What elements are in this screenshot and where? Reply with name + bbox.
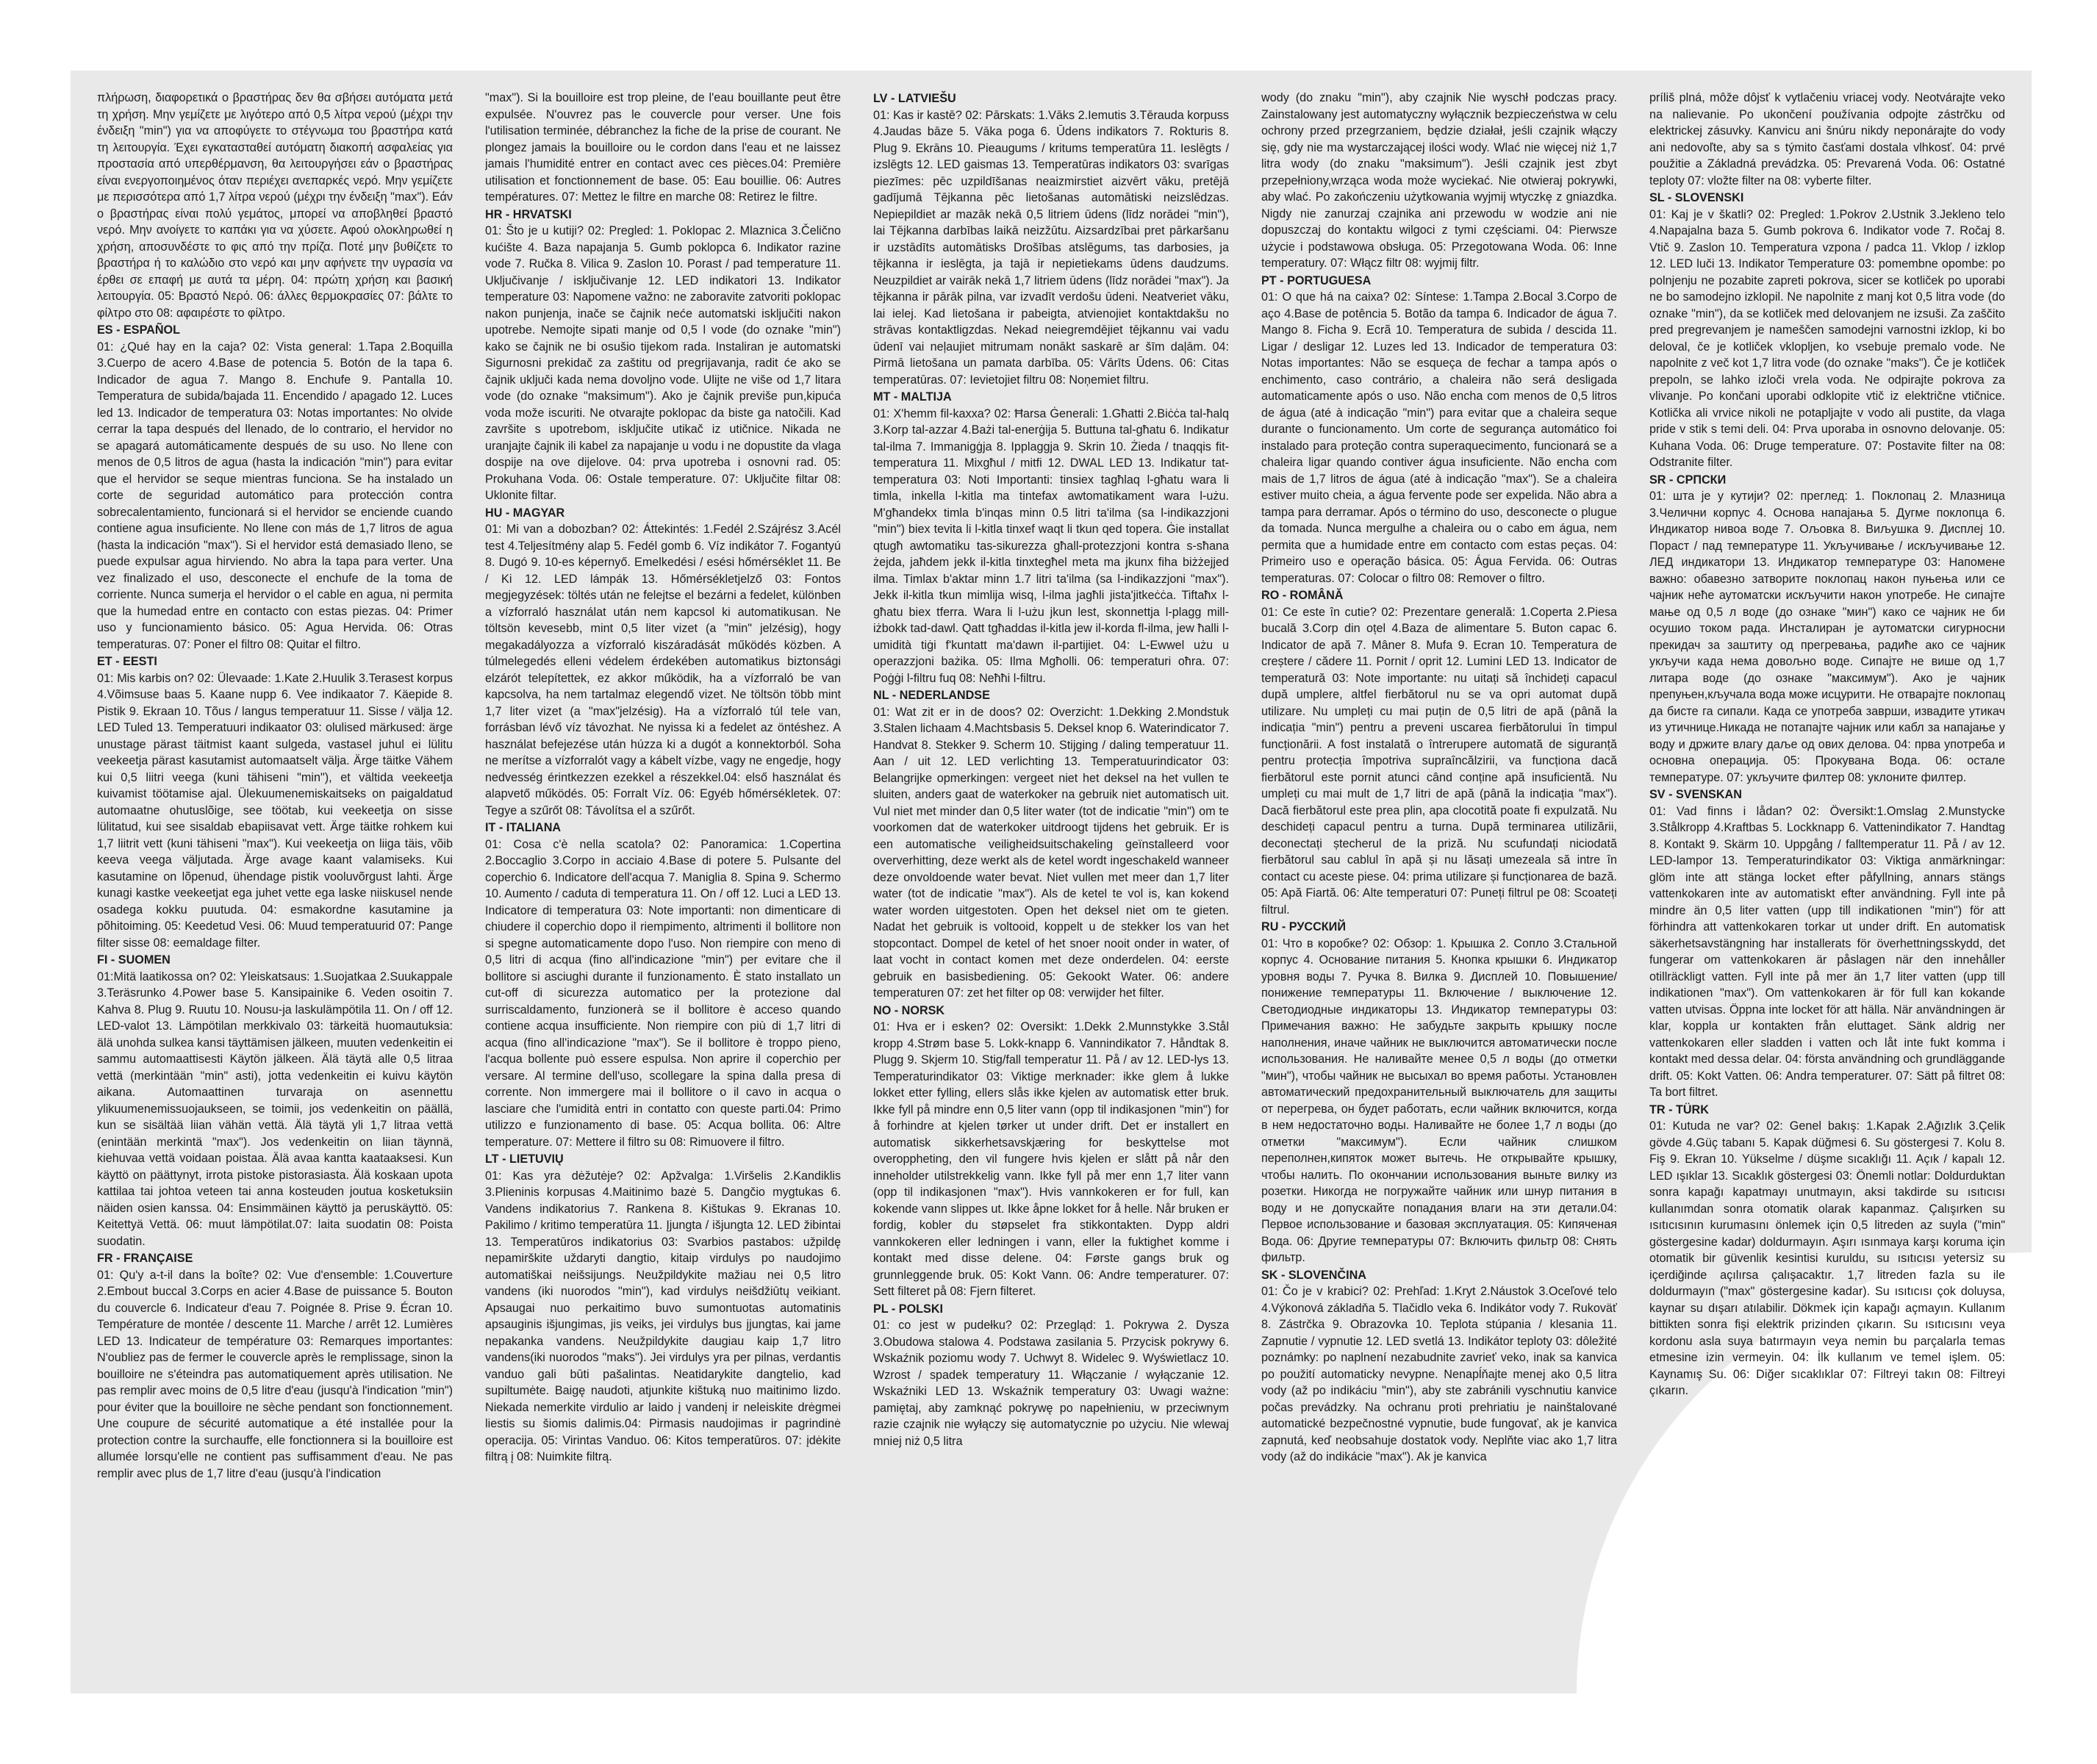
instruction-paragraph: 01: co jest w pudełku? 02: Przegląd: 1. Pokrywa 2. Dysza 3.Obudowa stalowa 4. Podstawa zasilania 5. Przycisk pokrywy 6. Wskaźnik poziomu wody 7. Uchwyt 8. Widelec 9. Wyświetlacz 10. Wzrost / spadek temperatury 11. Włączanie / wyłączanie 12. Wskaźniki LED 13. Wskaźnik temperatury 03: Uwagi ważne: pamiętaj, aby zamknąć pokrywę po napełnieniu, w przeciwnym razie czajnik nie wyłączy się automatycznie po użyciu. Nie wlewaj mniej niż 0,5 litra: [873, 1319, 1229, 1448]
language-heading: FR - FRANÇAISE: [97, 1252, 193, 1265]
text-column-5: [1649, 90, 2005, 1670]
instruction-paragraph: 01: Wat zit er in de doos? 02: Overzicht: 1.Dekking 2.Mondstuk 3.Stalen lichaam 4.Machtsbasis 5. Deksel knop 6. Waterindicator 7. Handvat 8. Stekker 9. Scherm 10. Stijging / daling temperatuur 11. Aan / uit 12. LED verlichting 13. Temperatuurindicator 03: Belangrijke opmerkingen: vergeet niet het deksel na het vullen te sluiten, anders gaat de waterkoker na gebruik niet automatisch uit. Vul niet met minder dan 0,5 liter water (tot de indicatie "min") om te voorkomen dat de waterkoker uitdroogt tijdens het gebruik. Er is een automatische veiligheidsuitschakeling geïnstalleerd voor oververhitting, deze werkt als de ketel wordt ingeschakeld wanneer deze onvoldoende water bevat. Niet vullen met meer dan 1,7 liter water (tot de indicatie "max"). Als de ketel te vol is, kan kokend water worden uitgestoten. Open het deksel niet om te gieten. Nadat het gebruik is voltooid, koppelt u de stekker los van het stopcontact. Dompel de ketel of het snoer nooit onder in water, of laat vocht in contact komen met deze onderdelen. 04: eerste gebruik en basisbediening. 05: Gekookt Water. 06: andere temperaturen 07: zet het filter op 08: verwijder het filter.: [873, 705, 1229, 1000]
language-heading: IT - ITALIANA: [485, 821, 562, 834]
instruction-paragraph: 01: Что в коробке? 02: Обзор: 1. Крышка 2. Сопло 3.Стальной корпус 4. Основание питания 5. Кнопка крышки 6. Индикатор уровня воды 7. Ручка 8. Вилка 9. Дисплей 10. Повышение/понижение температуры 11. Включение / выключение 12. Светодиодные индикаторы 13. Индикатор температуры 03: Примечания важно: Не забудьте закрыть крышку после наполнения, иначе чайник не выключится автоматически после использования. Не наливайте менее 0,5 л воды (до отметки "мин"), чтобы чайник не высыхал во время работы. Установлен автоматический предохранительный выключатель для защиты от перегрева, он будет работать, если чайник включится, когда в нем недостаточно воды. Наливайте не более 1,7 л воды (до отметки "максимум"). Если чайник слишком переполнен,кипяток может вытечь. Не открывайте крышку, чтобы налить. По окончании использования выньте вилку из розетки. Никогда не погружайте чайник или шнур питания в воду и не допускайте попадания влаги на эти детали.04: Первое использование и базовая эксплуатация. 05: Кипяченая Вода. 06: Другие температуры 07: Включить фильтр 08: Снять фильтр.: [1261, 936, 1617, 1264]
language-heading: LT - LIETUVIŲ: [485, 1152, 564, 1166]
text-column-1: [97, 90, 453, 1670]
manual-text-columns: [97, 90, 2008, 1670]
text-column-4: [1261, 90, 1617, 1670]
instruction-paragraph: 01: Ce este în cutie? 02: Prezentare generală: 1.Coperta 2.Piesa bucală 3.Corp din oțel 4.Baza de alimentare 5. Buton capac 6. Indicator de apă 7. Mâner 8. Mufa 9. Ecran 10. Temperatura de creștere / cădere 11. Pornit / oprit 12. Lumini LED 13. Indicator de temperatură 03: Note importante: nu uitați să închideți capacul după umplere, altfel fierbătorul nu se va opri automat după utilizare. Nu umpleți cu mai puțin de 0,5 litri de apă (până la indicația "min") pentru a preveni uscarea fierbătorului în timpul funcționării. A fost instalată o întrerupere automată de siguranță pentru protecția împotriva supraîncălzirii, va funcționa dacă fierbătorul este pornit atunci când conține apă insuficientă. Nu umpleți cu mai mult de 1,7 litri de apă (până la indicația "max"). Dacă fierbătorul este prea plin, apa clocotită poate fi expulzată. Nu deschideți capacul pentru a turna. După terminarea utilizării, deconectați ștecherul de la priză. Nu scufundați niciodată fierbătorul sau cablul în apă și nu lăsați umezeala să intre în contact cu aceste piese. 04: prima utilizare și funcționarea de bază. 05: Apă Fiartă. 06: Alte temperaturi 07: Puneți filtrul pe 08: Scoateți filtrul.: [1261, 605, 1617, 917]
language-heading: ET - EESTI: [97, 655, 157, 668]
text-column-2: [485, 90, 841, 1670]
instruction-paragraph: πλήρωση, διαφορετικά ο βραστήρας δεν θα σβήσει αυτόματα μετά τη χρήση. Μην γεμίζετε με λιγότερο από 0,5 λίτρα νερού (μέχρι την ένδειξη "min") για να αποφύγετε το στέγνωμα του βραστήρα κατά τη λειτουργία. Έχει εγκατασταθεί αυτόματη διακοπή ασφαλείας για προστασία από υπερθέρμανση, θα λειτουργήσει εάν ο βραστήρας είναι ενεργοποιημένος όταν περιέχει ανεπαρκές νερό. Μην γεμίζετε με περισσότερα από 1,7 λίτρα νερού (μέχρι την ένδειξη "max"). Εάν ο βραστήρας είναι πολύ γεμάτος, μπορεί να αποβληθεί βραστό νερό. Μην ανοίγετε το καπάκι για να χύσετε. Αφού ολοκληρωθεί η χρήση, αποσυνδέστε το φις από την πρίζα. Ποτέ μην βυθίζετε το βραστήρα ή το καλώδιο στο νερό και μην αφήνετε την υγρασία να έρθει σε επαφή με αυτά τα μέρη. 04: πρώτη χρήση και βασική λειτουργία. 05: Βραστό Νερό. 06: άλλες θερμοκρασίες 07: βάλτε το φίλτρο στο 08: αφαιρέστε το φίλτρο.: [97, 91, 453, 320]
language-heading: HR - HRVATSKI: [485, 207, 572, 221]
instruction-paragraph: 01: шта је у кутији? 02: преглед: 1. Поклопац 2. Млазница 3.Челични корпус 4. Основа напајања 5. Дугме поклопца 6. Индикатор нивоа воде 7. Ољовка 8. Виљушка 9. Дисплеј 10. Пораст / пад температуре 11. Укључивање / искључивање 12. ЛЕД индикатори 13. Индикатор температуре 03: Напомене важно: обавезно затворите поклопац након пуњења или се чајник неће аутоматски искључити након употребе. Не сипајте мање од 0,5 л воде (до ознаке "мин") како се чајник не би осушио током рада. Инсталиран је аутоматски сигурносни прекидач за заштиту од прегревања, радиће ако се чајник укључи када нема довољно воде. Сипајте не више од 1,7 литара воде (до ознаке "максимум"). Ако је чајник препуњен,кључала вода може исцурити. Не отварајте поклопац да бисте га сипали. Када се употреба заврши, извадите утикач из утичнице.Никада не потапајте чајник или кабл за напајање у воду и држите влагу даље од ових делова. 04: прва употреба и основна операција. 05: Прокувана Вода. 06: остале температуре. 07: укључите филтер 08: уклоните филтер.: [1649, 490, 2005, 784]
instruction-paragraph: 01: Mi van a dobozban? 02: Áttekintés: 1.Fedél 2.Szájrész 3.Acél test 4.Teljesítmény alap 5. Fedél gomb 6. Víz indikátor 7. Fogantyú 8. Dugó 9. 10-es képernyő. Emelkedési / esési hőmérséklet 11. Be / Ki 12. LED lámpák 13. Hőmérsékletjelző 03: Fontos megjegyzések: töltés után ne felejtse el bezárni a fedelet, különben a vízforraló használat után nem kapcsol ki automatikusan. Ne töltsön kevesebb, mint 0,5 liter vizet (a "min" jelzésig), hogy megakadályozza a vízforraló kiszáradását működés közben. A túlmelegedés elleni védelem érdekében automatikus biztonsági elzárót telepítettek, ez akkor működik, ha a vízforraló be van kapcsolva, ha nem tartalmaz elegendő vizet. Ne töltsön több mint 1,7 liter vizet (a "max"jelzésig). Ha a vízforraló túl tele van, forrásban lévő víz távozhat. Ne nyissa ki a fedelet az öntéshez. A használat befejezése után húzza ki a dugót a konnektorból. Soha ne merítse a vízforralót vagy a kábelt vízbe, vagy ne engedje, hogy nedvesség érintkezzen ezekkel a részekkel.04: első használat és alapvető működés. 05: Forralt Víz. 06: Egyéb hőmérsékletek. 07: Tegye a szűrőt 08: Távolítsa el a szűrőt.: [485, 523, 841, 817]
language-heading: LV - LATVIEŠU: [873, 92, 956, 105]
instruction-paragraph: 01: Kutuda ne var? 02: Genel bakış: 1.Kapak 2.Ağızlık 3.Çelik gövde 4.Güç tabanı 5. Kapak düğmesi 6. Su göstergesi 7. Kolu 8. Fiş 9. Ekran 10. Yükselme / düşme sıcaklığı 11. Açık / kapalı 12. LED ışıklar 13. Sıcaklık göstergesi 03: Önemli notlar: Doldurduktan sonra kapağı kapatmayı unutmayın, aksi takdirde su ısıtıcısı kullanımdan sonra otomatik olarak kapanmaz. Çalışırken su ısıtıcısının kurumasını önlemek için 0,5 litreden az suyla ("min" göstergesine kadar) doldurmayın. Aşırı ısınmaya karşı koruma için otomatik bir güvenlik kesintisi kuruldu, su ısıtıcısı yetersiz su içerdiğinde açılırsa çalışacaktır. 1,7 litreden fazla su ile doldurmayın ("max" göstergesine kadar). Su ısıtıcısı çok doluysa, kaynar su dışarı atılabilir. Dökmek için kapağı açmayın. Kullanım bittikten sonra fişi elektrik prizinden çıkarın. Su ısıtıcısını veya kordonu asla suya batırmayın veya nemin bu parçalarla temas etmesine izin vermeyin. 04: İlk kullanım ve temel işlem. 05: Kaynamış Su. 06: Diğer sıcaklıklar 07: Filtreyi takın 08: Filtreyi çıkarın.: [1649, 1119, 2005, 1397]
language-heading: ES - ESPAÑOL: [97, 323, 181, 337]
instruction-paragraph: "max"). Si la bouilloire est trop pleine, de l'eau bouillante peut être expulsée. N'ouvrez pas le couvercle pour verser. Une fois l'utilisation terminée, débranchez la fiche de la prise de courant. Ne plongez jamais la bouilloire ou le cordon dans l'eau et ne laissez jamais l'humidité entrer en contact avec ces pièces.04: Première utilisation et fonctionnement de base. 05: Eau bouillie. 06: Autres températures. 07: Mettez le filtre en marche 08: Retirez le filtre.: [485, 91, 841, 204]
language-heading: SK - SLOVENČINA: [1261, 1268, 1367, 1282]
instruction-paragraph: 01: O que há na caixa? 02: Síntese: 1.Tampa 2.Bocal 3.Corpo de aço 4.Base de potência 5. Botão da tampa 6. Indicador de água 7. Mango 8. Ficha 9. Ecrã 10. Temperatura de subida / descida 11. Ligar / desligar 12. Luzes led 13. Indicador de temperatura 03: Notas importantes: Não se esqueça de fechar a tampa após o enchimento, caso contrário, a chaleira não será desligada automaticamente após o uso. Não encha com menos de 0,5 litros de água (até à indicação "min") para evitar que a chaleira seque durante o funcionamento. Um corte de segurança automático foi instalado para proteção contra superaquecimento, funcionará se a chaleira ligar quando contiver água insuficiente. Não encha com mais de 1,7 litros de água (até à indicação "max"). Se a chaleira estiver muito cheia, a água fervente pode ser expelida. Não abra a tampa para derramar. Após o término do uso, desconecte o plugue da tomada. Nunca mergulhe a chaleira ou o cabo em água, nem permita que a humidade entre em contacto com estas peças. 04: Primeiro uso e operação básica. 05: Água Fervida. 06: Outras temperaturas. 07: Colocar o filtro 08: Remover o filtro.: [1261, 290, 1617, 585]
language-heading: SV - SVENSKAN: [1649, 788, 1742, 801]
instruction-paragraph: 01: Cosa c'è nella scatola? 02: Panoramica: 1.Copertina 2.Boccaglio 3.Corpo in acciaio 4.Base di potere 5. Pulsante del coperchio 6. Indicatore dell'acqua 7. Maniglia 8. Spina 9. Schermo 10. Aumento / caduta di temperatura 11. On / off 12. Luci a LED 13. Indicatore di temperatura 03: Note importanti: non dimenticare di chiudere il coperchio dopo il riempimento, altrimenti il bollitore non si spegne automaticamente dopo l'uso. Non riempire con meno di 0,5 litri di acqua (fino all'indicazione "min") per evitare che il bollitore si asciughi durante il funzionamento. È stato installato un cut-off di sicurezza automatico per la protezione dal surriscaldamento, funzionerà se il bollitore è acceso quando contiene acqua insufficiente. Non riempire con più di 1,7 litri di acqua (fino all'indicazione "max"). Se il bollitore è troppo pieno, l'acqua bollente può essere espulsa. Non aprire il coperchio per versare. Al termine dell'uso, scollegare la spina dalla presa di corrente. Non immergere mai il bollitore o il cavo in acqua o lasciare che l'umidità entri in contatto con queste parti.04: Primo utilizzo e funzionamento di base. 05: Acqua bollita. 06: Altre temperature. 07: Mettere il filtro su 08: Rimuovere il filtro.: [485, 837, 841, 1149]
instruction-paragraph: 01: ¿Qué hay en la caja? 02: Vista general: 1.Tapa 2.Boquilla 3.Cuerpo de acero 4.Base de potencia 5. Botón de la tapa 6. Indicador de agua 7. Mango 8. Enchufe 9. Pantalla 10. Temperatura de subida/bajada 11. Encendido / apagado 12. Luces led 13. Indicador de temperatura 03: Notas importantes: No olvide cerrar la tapa después del llenado, de lo contrario, el hervidor no se apagará automáticamente después de su uso. No llene con menos de 0,5 litros de agua (hasta la indicación "min") para evitar que el hervidor se seque mientras funciona. Se ha instalado un corte de seguridad automático para protección contra sobrecalentamiento, funcionará si el hervidor se enciende cuando contiene agua insuficiente. No llene con más de 1,7 litros de agua (hasta la indicación "max"). Si el hervidor está demasiado lleno, se puede expulsar agua hirviendo. No abra la tapa para verter. Una vez finalizado el uso, desconecte el enchufe de la toma de corriente. Nunca sumerja el hervidor o el cable en agua, ni permita que la humedad entre en contacto con estas piezas. 04: Primer uso y funcionamiento básico. 05: Agua Hervida. 06: Otras temperaturas. 07: Poner el filtro 08: Quitar el filtro.: [97, 340, 453, 651]
language-heading: SL - SLOVENSKI: [1649, 191, 1744, 204]
instruction-paragraph: 01: X'hemm fil-kaxxa? 02: Ħarsa Ġenerali: 1.Għatti 2.Biċċa tal-ħalq 3.Korp tal-azzar 4.Bażi tal-enerġija 5. Buttuna tal-għatu 6. Indikatur tal-ilma 7. Immanigġja 8. Ipplaggja 9. Skrin 10. Żieda / tnaqqis fit-temperatura 11. Mixgħul / mitfi 12. DWAL LED 13. Indikatur tat-temperatura 03: Noti Importanti: tinsiex tagħlaq l-għatu wara li timla, inkella l-kitla ma tintefax awtomatikament wara l-użu. M'għandekx timla b'inqas minn 0.5 litri ta'ilma (sa l-indikazzjoni "min") biex tevita li l-kitla tinxef waqt li tkun qed topera. Ġie installat qtugħ awtomatiku tas-sikurezza għall-protezzjoni kontra s-sħana żejda, jaħdem jekk il-kitla tinxtegħel meta ma jkunx fiha biżżejjed ilma. Timlax b'aktar minn 1.7 litri ta'ilma (sa l-indikazzjoni "max"). Jekk il-kitla tkun mimlija wisq, l-ilma jagħli jista'jitkeċċa. Tiftaħx l-għatu biex tferra. Wara li l-użu jkun lest, skonnettja l-plagg mill-iżbokk tad-dawl. Qatt tgħaddas il-kitla jew il-korda fl-ilma, jew ħalli l-umidità tiġi f'kuntatt ma'dawn il-partijiet. 04: L-Ewwel użu u operazzjoni bażika. 05: Ilma Mgħolli. 06: temperaturi oħra. 07: Poġġi l-filtru fuq 08: Neħħi l-filtru.: [873, 406, 1229, 685]
language-heading: FI - SUOMEN: [97, 953, 171, 967]
language-heading: RO - ROMÂNĂ: [1261, 589, 1344, 602]
instruction-paragraph: 01: Što je u kutiji? 02: Pregled: 1. Poklopac 2. Mlaznica 3.Čelično kućište 4. Baza napajanja 5. Gumb poklopca 6. Indikator razine vode 7. Ručka 8. Vilica 9. Zaslon 10. Porast / pad temperature 11. Uključivanje / isključivanje 12. LED indikatori 13. Indikator temperature 03: Napomene važno: ne zaboravite zatvoriti poklopac nakon punjenja, inače se čajnik neće automatski isključiti nakon upotrebe. Nemojte sipati manje od 0,5 l vode (do oznake "min") kako se čajnik ne bi osušio tijekom rada. Instaliran je automatski Sigurnosni prekidač za zaštitu od pregrijavanja, radit će ako se čajnik uključi kada nema dovoljno vode. Ulijte ne više od 1,7 litara vode (do oznake "maksimum"). Ako je čajnik previše pun,kipuća voda može iscuriti. Ne otvarajte poklopac da biste ga natočili. Kad završite s upotrebom, isključite utikač iz utičnice. Nikada ne uranjajte čajnik ili kabel za napajanje u vodu i ne dopustite da vlaga dospije na ove dijelove. 04: prva upotreba i osnovni rad. 05: Prokuhana Voda. 06: Ostale temperature. 07: Uključite filtar 08: Uklonite filtar.: [485, 224, 841, 502]
instruction-paragraph: 01: Čo je v krabici? 02: Prehľad: 1.Kryt 2.Náustok 3.Oceľové telo 4.Výkonová základňa 5. Tlačidlo veka 6. Indikátor vody 7. Rukoväť 8. Zástrčka 9. Obrazovka 10. Teplota stúpania / klesania 11. Zapnutie / vypnutie 12. LED svetlá 13. Indikátor teploty 03: dôležité poznámky: po naplnení nezabudnite zavrieť veko, inak sa kanvica po použití automaticky nevypne. Nenapĺňajte menej ako 0,5 litra vody (až po indikáciu "min"), aby ste zabránili vyschnutiu kanvice počas prevádzky. Na ochranu proti prehriatiu je nainštalované automatické bezpečnostné vypnutie, bude fungovať, ak je kanvica zapnutá, keď neobsahuje dostatok vody. Neplňte viac ako 1,7 litra vody (až do indikácie "max"). Ak je kanvica: [1261, 1285, 1617, 1463]
language-heading: TR - TÜRK: [1649, 1102, 1709, 1116]
language-heading: SR - СРПСКИ: [1649, 473, 1727, 487]
instruction-paragraph: 01: Vad finns i lådan? 02: Översikt:1.Omslag 2.Munstycke 3.Stålkropp 4.Kraftbas 5. Lockknapp 6. Vattenindikator 7. Handtag 8. Kontakt 9. Skärm 10. Uppgång / falltemperatur 11. På / av 12. LED-lampor 13. Temperaturindikator 03: Viktiga anmärkningar: glöm inte att stänga locket efter påfyllning, annars stängs vattenkokaren inte av automatiskt efter användning. Fyll inte på mindre än 0,5 liter vatten (upp till indikationen "min") för att förhindra att vattenkokaren torkar ut under drift. En automatisk säkerhetsavstängning har installerats för överhettningsskydd, det fungerar om vattenkokaren är påslagen när den innehåller otillräckligt vatten. Fyll inte på mer än 1,7 liter vatten (upp till indikationen "max"). Om vattenkokaren är för full kan kokande vatten utvisas. Öppna inte locket för att hälla. När användningen är klar, koppla ur kontakten från eluttaget. Sänk aldrig ner vattenkokaren eller sladden i vatten och låt inte fukt komma i kontakt med dessa delar. 04: första användning och grundläggande drift. 05: Kokt Vatten. 06: Andra temperaturer. 07: Sätt på filtret 08: Ta bort filtret.: [1649, 804, 2005, 1099]
language-heading: PL - POLSKI: [873, 1302, 944, 1316]
language-heading: MT - MALTIJA: [873, 390, 952, 404]
instruction-paragraph: 01: Kas yra dėžutėje? 02: Apžvalga: 1.Viršelis 2.Kandiklis 3.Plieninis korpusas 4.Maitinimo bazė 5. Dangčio mygtukas 6. Vandens indikatorius 7. Rankena 8. Kištukas 9. Ekranas 10. Pakilimo / kritimo temperatūra 11. Įjungta / išjungta 12. LED žibintai 13. Temperatūros indikatorius 03: Svarbios pastabos: užpildę nepamirškite uždaryti dangtio, kitaip virdulys po naudojimo automatiškai neišsijungs. Neužpildykite mažiau nei 0,5 litro vandens (iki nuorodos "min"), kad virdulys neišdžiūtų veikiant. Apsaugai nuo perkaitimo buvo sumontuotas automatinis apsauginis išjungimas, jis veiks, jei virdulys bus įjungtas, kai jame nepakanka vandens. Neužpildykite daugiau kaip 1,7 litro vandens(iki nuorodos "maks"). Jei virdulys yra per pilnas, verdantis vanduo gali būti pašalintas. Neatidarykite dangtelio, kad supiltumėte. Baigę naudoti, atjunkite kištuką nuo maitinimo lizdo. Niekada nemerkite virdulio ar laido į vandenį ir neleiskite drėgmei liestis su šiomis dalimis.04: Pirmasis naudojimas ir pagrindinė operacija. 05: Virintas Vanduo. 06: Kitos temperatūros. 07: įdėkite filtrą į 08: Nuimkite filtrą.: [485, 1169, 841, 1463]
instruction-paragraph: 01: Kaj je v škatli? 02: Pregled: 1.Pokrov 2.Ustnik 3.Jekleno telo 4.Napajalna baza 5. Gumb pokrova 6. Indikator vode 7. Ročaj 8. Vtič 9. Zaslon 10. Temperatura vzpona / padca 11. Vklop / izklop 12. LED luči 13. Indikator Temperature 03: pomembne opombe: po polnjenju ne pozabite zapreti pokrova, sicer se kotliček po uporabi ne bo samodejno izklopil. Ne napolnite z manj kot 0,5 litra vode (do oznake "min"), da se kotliček med delovanjem ne izsuši. Za zaščito pred pregrevanjem je nameščen samodejni varnostni izklop, ki bo deloval, če je kotliček vklopljen, ko vsebuje premalo vode. Ne napolnite z več kot 1,7 litra vode (do oznake "maks"). Če je kotliček prepoln, se lahko izloči vrela voda. Ne odpirajte pokrova za vlivanje. Po končani uporabi odklopite vtič iz električne vtičnice. Kotlička ali vrvice nikoli ne potapljajte v vodo ali pustite, da vlaga pride v stik s temi deli. 04: Prva uporaba in osnovno delovanje. 05: Kuhana Voda. 06: Druge temperature. 07: Postavite filter na 08: Odstranite filter.: [1649, 207, 2005, 469]
instruction-paragraph: príliš plná, môže dôjsť k vytlačeniu vriacej vody. Neotvárajte veko na nalievanie. Po ukončení používania odpojte zástrčku od elektrickej zásuvky. Kanvicu ani šnúru nikdy neponárajte do vody ani nedovoľte, aby sa s týmito časťami dostala vlhkosť. 04: prvé použitie a Základná prevádzka. 05: Prevarená Voda. 06: Ostatné teploty 07: vložte filter na 08: vyberte filter.: [1649, 91, 2005, 187]
language-heading: RU - РУССКИЙ: [1261, 920, 1346, 933]
language-heading: PT - PORTUGUESA: [1261, 273, 1372, 287]
instruction-paragraph: 01: Hva er i esken? 02: Oversikt: 1.Dekk 2.Munnstykke 3.Stål kropp 4.Strøm base 5. Lokk-knapp 6. Vannindikator 7. Håndtak 8. Plugg 9. Skjerm 10. Stig/fall temperatur 11. På / av 12. LED-lys 13. Temperaturindikator 03: Viktige merknader: ikke glem å lukke lokket etter fylling, ellers slås ikke kjelen av automatisk etter bruk. Ikke fyll på mindre enn 0,5 liter vann (opp til indikasjonen "min") for å forhindre at kjelen tørker ut under drift. Det er installert en automatisk sikkerhetsavskjæring for beskyttelse mot overoppheting, den vil fungere hvis kjelen er slått på når den inneholder utilstrekkelig vann. Ikke fyll på mer enn 1,7 liter vann (opp til indikasjonen "max"). Hvis vannkokeren er for full, kan kokende vann slippes ut. Ikke åpne lokket for å helle. Når bruken er fordig, kobler du støpselet fra stikkontakten. Dypp aldri vannkokeren eller ledningen i vann, eller la fuktighet komme i kontakt med disse delene. 04: Første gangs bruk og grunnleggende bruk. 05: Kokt Vann. 06: Andre temperaturer. 07: Sett filteret på 08: Fjern filteret.: [873, 1020, 1229, 1298]
instruction-paragraph: 01: Kas ir kastē? 02: Pārskats: 1.Vāks 2.Iemutis 3.Tērauda korpuss 4.Jaudas bāze 5. Vāka poga 6. Ūdens indikators 7. Rokturis 8. Plug 9. Ekrāns 10. Pieaugums / kritums temperatūra 11. Ieslēgts / izslēgts 12. LED gaismas 13. Temperatūras indikators 03: svarīgas piezīmes: pēc uzpildīšanas neaizmirstiet aizvērt vāku, pretējā gadījumā Tējkanna pēc lietošanas automātiski neizslēdzas. Nepiepildiet ar mazāk nekā 0,5 litriem ūdens (līdz norādei "min"), lai Tējkanna darbības laikā neizžūtu. Aizsardzībai pret pārkaršanu ir uzstādīts automātisks Drošības atslēgums, tas darbosies, ja tējkanna ir ieslēgta, ja tajā ir nepietiekams ūdens daudzums. Neuzpildiet ar vairāk nekā 1,7 litriem ūdens (līdz norādei "max"). Ja tējkanna ir pārāk pilna, var izvadīt verdošu ūdeni. Neatveriet vāku, lai ielej. Kad lietošana ir pabeigta, atvienojiet kontaktdakšu no strāvas kontaktligzdas. Nekad neiegremdējiet tējkannu vai vadu ūdenī vai neļaujiet mitrumam nonākt saskarē ar šīm daļām. 04: Pirmā lietošana un pamata darbība. 05: Vārīts Ūdens. 06: Citas temperatūras. 07: Ievietojiet filtru 08: Noņemiet filtru.: [873, 108, 1229, 387]
instruction-paragraph: 01:Mitä laatikossa on? 02: Yleiskatsaus: 1.Suojatkaa 2.Suukappale 3.Teräsrunko 4.Power base 5. Kansipainike 6. Veden osoitin 7. Kahva 8. Plug 9. Ruutu 10. Nousu-ja laskulämpötila 11. On / off 12. LED-valot 13. Lämpötilan merkkivalo 03: tärkeitä huomautuksia: älä unohda sulkea kansi täyttämisen jälkeen, muuten vedenkeitin ei sammu automaattisesti Käytön jälkeen. Älä täytä alle 0,5 litraa vettä (merkintään "min" asti), jotta vedenkeitin ei kuivu käytön aikana. Automaattinen turvaraja on asennettu ylikuumenemissuojaukseen, se toimii, jos vedenkeitin on päällä, kun se sisältää liian vähän vettä. Älä täytä yli 1,7 litraa vettä (enintään merkintä "max"). Jos vedenkeitin on liian täynnä, kiehuvaa vettä voidaan poistaa. Älä avaa kantta kaataaksesi. Kun käyttö on päättynyt, irrota pistoke pistorasiasta. Älä koskaan upota kattilaa tai johtoa veteen tai anna kosteuden joutua kosketuksiin näiden osien kanssa. 04: Ensimmäinen käyttö ja peruskäyttö. 05: Keitettyä Vettä. 06: muut lämpötilat.07: laita suodatin 08: Poista suodatin.: [97, 969, 453, 1248]
instruction-paragraph: 01: Qu'y a-t-il dans la boîte? 02: Vue d'ensemble: 1.Couverture 2.Embout buccal 3.Corps en acier 4.Base de puissance 5. Bouton du couvercle 6. Indicateur d'eau 7. Poignée 8. Prise 9. Écran 10. Température de montée / descente 11. Marche / arrêt 12. Lumières LED 13. Indicateur de température 03: Remarques importantes: N'oubliez pas de fermer le couvercle après le remplissage, sinon la bouilloire ne s'éteindra pas automatiquement après utilisation. Ne pas remplir avec moins de 0,5 litre d'eau (jusqu'à l'indication "min") pour éviter que la bouilloire ne sèche pendant son fonctionnement. Une coupure de sécurité automatique a été installée pour la protection contre la surchauffe, elle fonctionnera si la bouilloire est allumée lorsqu'elle ne contient pas suffisamment d'eau. Ne pas remplir avec plus de 1,7 litre d'eau (jusqu'à l'indication: [97, 1268, 453, 1480]
language-heading: HU - MAGYAR: [485, 506, 565, 520]
language-heading: NO - NORSK: [873, 1003, 945, 1017]
text-column-3: [873, 90, 1229, 1670]
instruction-paragraph: 01: Mis karbis on? 02: Ülevaade: 1.Kate 2.Huulik 3.Terasest korpus 4.Võimsuse baas 5. Kaane nupp 6. Vee indikaator 7. Käepide 8. Pistik 9. Ekraan 10. Tõus / langus temperatuur 11. Sisse / välja 12. LED Tuled 13. Temperatuuri indikaator 03: olulised märkused: ärge unustage pärast täitmist kaant sulgeda, vastasel juhul ei lülitu veekeetja pärast kasutamist automaatselt välja. Ärge täitke Vähem kui 0,5 liitri veega (kuni tähiseni "min"), et vältida veekeetja kuivamist töötamise ajal. Ülekuumenemiskaitseks on paigaldatud automaatne ohutuslõige, see töötab, kui veekeetja on sisse lülitatud, kui see sisaldab ebapiisavat vett. Ärge täitke rohkem kui 1,7 liitrit vett (kuni tähiseni "max"). Kui veekeetja on liiga täis, võib keeva veega väljutada. Ärge avage kaant valamiseks. Kui kasutamine on lõpenud, ühendage pistik vooluvõrgust lahti. Ärge kunagi kastke veekeetjat ega juhet vette ega laske niiskusel nende osadega kokku puutuda. 04: esmakordne kasutamine ja põhitoiming. 05: Keedetud Vesi. 06: Muud temperatuurid 07: Pange filter sisse 08: eemaldage filter.: [97, 671, 453, 950]
instruction-paragraph: wody (do znaku "min"), aby czajnik Nie wyschł podczas pracy. Zainstalowany jest automatyczny wyłącznik bezpieczeństwa w celu ochrony przed przegrzaniem, będzie działał, jeśli czajnik włączy się, gdy nie ma wystarczającej ilości wody. Wlać nie więcej niż 1,7 litra wody (do znaku "maksimum"). Jeśli czajnik jest zbyt przepełniony,wrząca woda może wyciekać. Nie otwieraj pokrywki, aby wlać. Po zakończeniu użytkowania wyjmij wtyczkę z gniazdka. Nigdy nie zanurzaj czajnika ani przewodu w wodzie ani nie dopuszczaj do kontaktu wilgoci z tymi częściami. 04: Pierwsze użycie i podstawowa obsługa. 05: Przegotowana Woda. 06: Inne temperatury. 07: Włącz filtr 08: wyjmij filtr.: [1261, 91, 1617, 270]
language-heading: NL - NEDERLANDSE: [873, 689, 990, 702]
